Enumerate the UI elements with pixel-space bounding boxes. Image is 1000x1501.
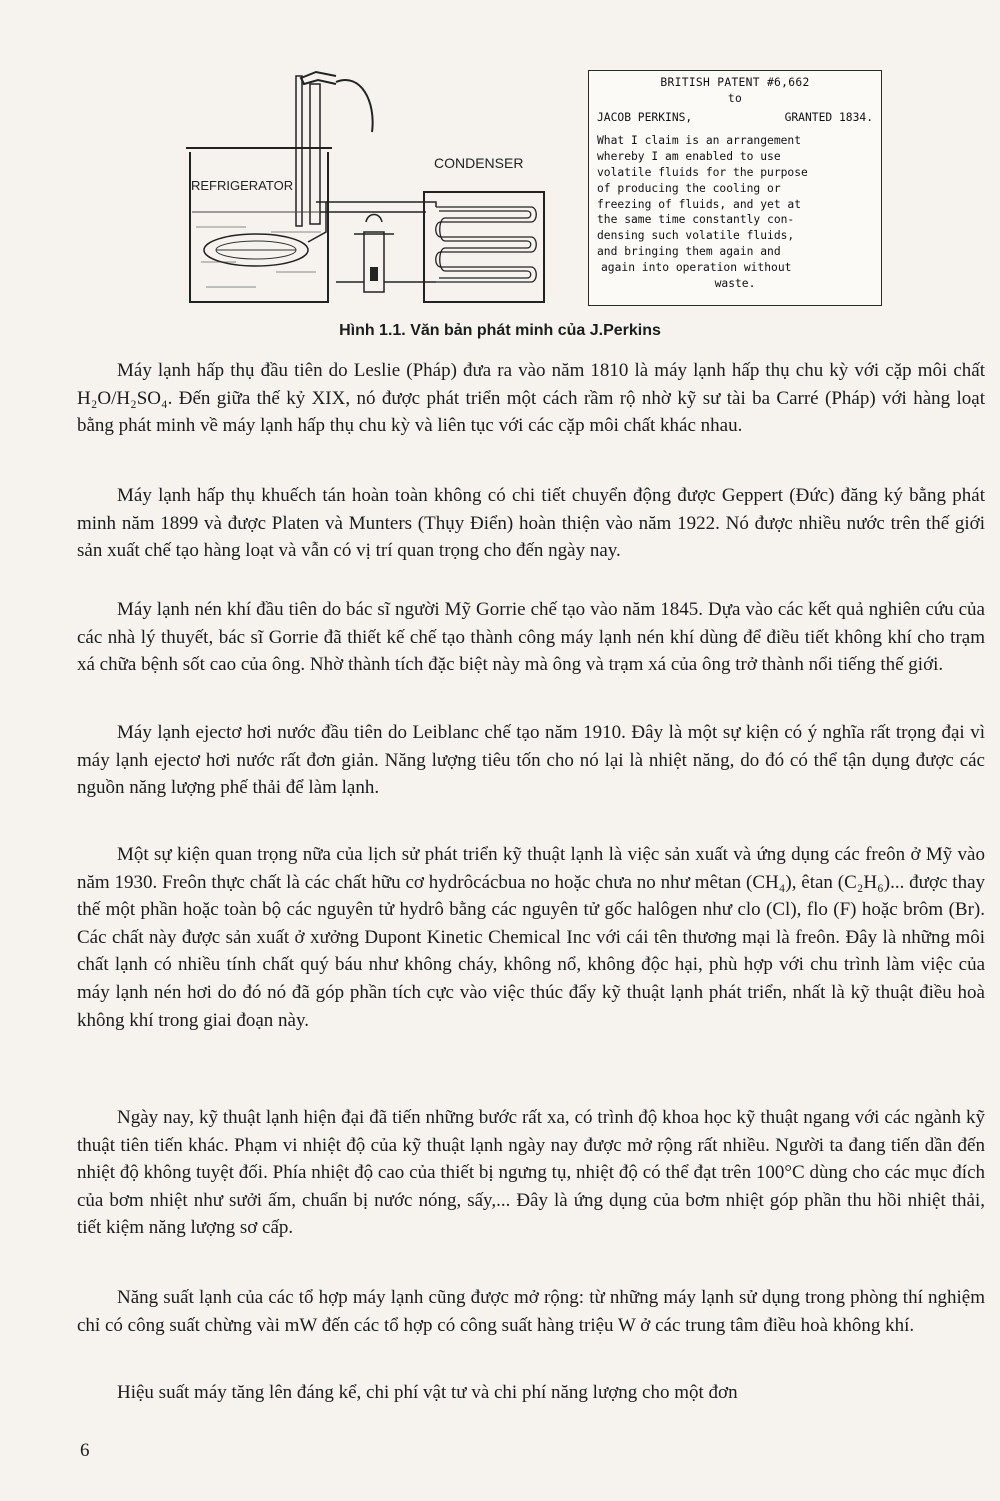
patent-claim-line: densing such volatile fluids, [597, 229, 795, 243]
patent-claim [597, 133, 873, 291]
patent-claim-line: the same time constantly con- [597, 213, 795, 227]
paragraph: Một sự kiện quan trọng nữa của lịch sử phát triển kỹ thuật lạnh là việc sản xuất và ứng dụng các freôn ở Mỹ vào năm 1930. Freôn thực chất là các chất hữu cơ hydrôcácbua no hoặc chưa no như mêtan (CH₄), êtan (C₂H₆)... được thay thế một phần hoặc toàn bộ các nguyên tử hydrô bằng các nguyên tử gốc halôgen như clo (Cl), flo (F) hoặc brôm (Br). Các chất này được sản xuất ở xưởng Dupont Kinetic Chemical Inc với cái tên thương mại là freôn. Đây là những môi chất lạnh có nhiều tính chất quý báu như không cháy, không nổ, không độc hại, phù hợp với chu trình làm việc của máy lạnh nén hơi do đó nó đã góp phần tích cực vào việc thúc đẩy kỹ thuật lạnh phát triển, nhất là kỹ thuật điều hoà không khí trong giai đoạn này. [77, 844, 985, 1031]
patent-claim-line: freezing of fluids, and yet at [597, 197, 802, 211]
page-number: 6 [80, 1440, 90, 1461]
patent-claim-line: of producing the cooling or [597, 181, 781, 195]
paragraph: Máy lạnh hấp thụ khuếch tán hoàn toàn không có chi tiết chuyển động được Geppert (Đức) đăng ký bằng phát minh năm 1899 và được Platen và Munters (Thụy Điển) hoàn thiện vào năm 1922. Nó được nhiều nước trên thế giới sản xuất chế tạo hàng loạt và vẫn có vị trí quan trọng cho đến ngày nay. [77, 485, 985, 562]
paragraph: Máy lạnh hấp thụ đầu tiên do Leslie (Pháp) đưa ra vào năm 1810 là máy lạnh hấp thụ chu kỳ với cặp môi chất H₂O/H₂SO₄. Đến giữa thế kỷ XIX, nó được phát triển một cách rầm rộ nhờ kỹ sư tài ba Carré (Pháp) với hàng loạt bằng phát minh về máy lạnh hấp thụ chu kỳ và liên tục với các cặp môi chất khác nhau. [77, 360, 985, 437]
patent-claim-line: What I claim is an arrangement [597, 134, 802, 148]
paragraph: Năng suất lạnh của các tổ hợp máy lạnh cũng được mở rộng: từ những máy lạnh sử dụng trong phòng thí nghiệm chỉ có công suất chừng vài mW đến các tổ hợp có công suất hàng triệu W ở các trung tâm điều hoà không khí. [77, 1287, 985, 1336]
patent-claim-line: whereby I am enabled to use [597, 150, 781, 164]
patent-inventor-line [597, 110, 873, 126]
patent-to: to [727, 91, 743, 105]
refrigerator-label: REFRIGERATOR [191, 178, 294, 193]
paragraph: Máy lạnh nén khí đầu tiên do bác sĩ người Mỹ Gorrie chế tạo vào năm 1845. Dựa vào các kết quả nghiên cứu của các nhà lý thuyết, bác sĩ Gorrie đã thiết kế chế tạo thành công máy lạnh nén khí dùng để điều tiết không khí cho trạm xá chữa bệnh sốt cao của ông. Nhờ thành tích đặc biệt này mà ông và trạm xá của ông trở thành nổi tiếng thế giới. [77, 599, 985, 676]
patent-text-box [588, 70, 882, 306]
figure-caption: Hình 1.1. Văn bản phát minh của J.Perkins [339, 322, 661, 339]
paragraph: Hiệu suất máy tăng lên đáng kể, chi phí vật tư và chi phí năng lượng cho một đơn [117, 1382, 738, 1403]
patent-claim-line: volatile fluids for the purpose [597, 165, 808, 179]
paragraph: Ngày nay, kỹ thuật lạnh hiện đại đã tiến những bước rất xa, có trình độ khoa học kỹ thuật ngang với các ngành kỹ thuật tiên tiến khác. Phạm vi nhiệt độ của kỹ thuật lạnh ngày nay được mở rộng rất nhiều. Người ta đang tiến dần đến nhiệt độ không tuyệt đối. Phía nhiệt độ cao của thiết bị ngưng tụ, nhiệt độ có thể đạt trên 100°C dùng cho các mục đích của bơm nhiệt như sưởi ấm, chuẩn bị nước nóng, sấy,... Đây là ứng dụng của bơm nhiệt góp phần thu hồi nhiệt thải, tiết kiệm năng lượng sơ cấp. [77, 1107, 985, 1239]
patent-claim-line: again into operation without [601, 260, 792, 274]
paragraph: Máy lạnh ejectơ hơi nước đầu tiên do Leiblanc chế tạo năm 1910. Đây là một sự kiện có ý nghĩa rất trọng đại vì máy lạnh ejectơ hơi nước rất đơn giản. Năng lượng tiêu tốn cho nó lại là nhiệt năng, do đó có thể tận dụng được các nguồn năng lượng phế thải để làm lạnh. [77, 722, 985, 799]
condenser-label: CONDENSER [434, 155, 524, 171]
patent-inventor: JACOB PERKINS, [597, 110, 693, 124]
patent-claim-line: and bringing them again and [597, 244, 781, 258]
patent-granted: GRANTED 1834. [784, 110, 873, 124]
patent-claim-line: waste. [714, 276, 756, 290]
patent-header: BRITISH PATENT #6,662 [660, 76, 810, 89]
